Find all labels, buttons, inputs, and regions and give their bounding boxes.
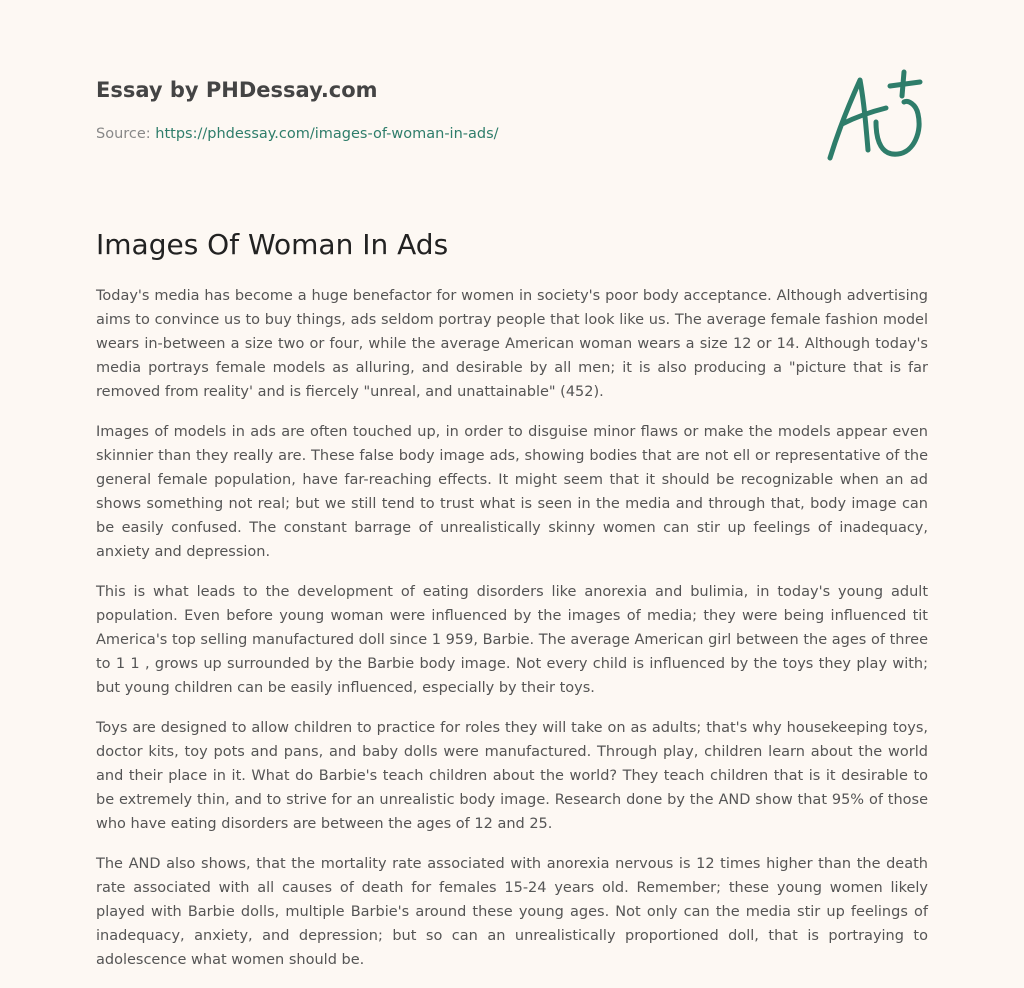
a-plus-grade-icon: [820, 66, 930, 166]
essay-paragraph: The AND also shows, that the mortality rate associated with anorexia nervous is 12 times higher than the death rate associated with all causes of death for females 15-24 years old. Remember; these young women likely played with Barbie dolls, multiple Barbie's around these young ages. Not only can the media stir up feelings of inadequacy, anxiety, and depression; but so can an unrealistically proportioned doll, that is portraying to adolescence what women should be.: [96, 856, 928, 968]
essay-paragraph: Toys are designed to allow children to practice for roles they will take on as adults; that's why housekeeping toys, doctor kits, toy pots and pans, and baby dolls were manufactured. Through play, children learn about the world and their place in it. What do Barbie's teach children about the world? They teach children that is it desirable to be extremely thin, and to strive for an unrealistic body image. Research done by the AND show that 95% of those who have eating disorders are between the ages of 12 and 25.: [96, 720, 928, 832]
page-header: [96, 76, 928, 144]
site-title: Essay by PHDessay.com: [96, 78, 378, 102]
essay-paragraph: Images of models in ads are often touched up, in order to disguise minor flaws or make the models appear even skinnier than they really are. These false body image ads, showing bodies that are not ell or representative of the general female population, have far-reaching effects. It might seem that it should be recognizable when an ad shows something not real; but we still tend to trust what is seen in the media and through that, body image can be easily confused. The constant barrage of unrealistically skinny women can stir up feelings of inadequacy, anxiety and depression.: [96, 424, 928, 560]
essay-body: [96, 284, 928, 988]
source-link[interactable]: https://phdessay.com/images-of-woman-in-ads/: [155, 126, 499, 142]
essay-paragraph: Today's media has become a huge benefactor for women in society's poor body acceptance. Although advertising aims to convince us to buy things, ads seldom portray people that look like us. The average female fashion model wears in-between a size two or four, while the average American woman wears a size 12 or 14. Although today's media portrays female models as alluring, and desirable by all men; it is also producing a "picture that is far removed from reality' and is fiercely "unreal, and unattainable" (452).: [96, 288, 928, 400]
source-line: [96, 124, 928, 144]
essay-paragraph: This is what leads to the development of eating disorders like anorexia and bulimia, in today's young adult population. Even before young woman were influenced by the images of media; they were being influenced tit America's top selling manufactured doll since 1 959, Barbie. The average American girl between the ages of three to 1 1 , grows up surrounded by the Barbie body image. Not every child is influenced by the toys they play with; but young children can be easily influenced, especially by their toys.: [96, 584, 928, 696]
source-label: Source:: [96, 126, 151, 142]
essay-title: Images Of Woman In Ads: [96, 228, 449, 261]
a-plus-grade-logo: [820, 66, 930, 166]
